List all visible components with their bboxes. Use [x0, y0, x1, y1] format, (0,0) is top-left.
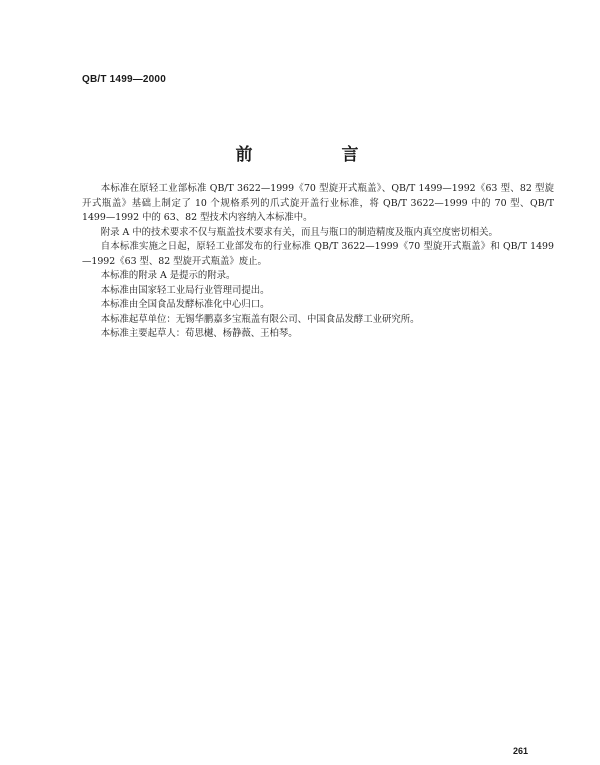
- paragraph: 附录 A 中的技术要求不仅与瓶盖技术要求有关，而且与瓶口的制造精度及瓶内真空度密切相关。: [100, 226, 498, 238]
- paragraph: 本标准主要起草人：荀思樾、杨静薇、王柏琴。: [100, 328, 298, 339]
- paragraph: 本标准的附录 A 是提示的附录。: [100, 270, 236, 281]
- paragraph: 自本标准实施之日起，原轻工业部发布的行业标准 QB/T 3622—1999《70 型旋开式瓶盖》和 QB/T 1499—1992《63 型、82 型旋开式瓶盖》废止。: [82, 241, 554, 267]
- paragraph: 本标准在原轻工业部标准 QB/T 3622—1999《70 型旋开式瓶盖》、QB/T 1499—1992《63 型、82 型旋开式瓶盖》基础上制定了 10 个规格系列的爪式旋开盖行业标准，将 QB/T 3622—1999 中的 70 型、QB/T 1499—1992 中的 63、82 型技术内容纳入本标准中。: [82, 183, 554, 223]
- page-title: 前 言: [235, 145, 395, 165]
- foreword-body: [82, 182, 554, 342]
- paragraph: 本标准由全国食品发酵标准化中心归口。: [100, 299, 270, 310]
- paragraph: 本标准起草单位：无锡华鹏嘉多宝瓶盖有限公司、中国食品发酵工业研究所。: [100, 313, 420, 325]
- page-number: 261: [513, 746, 529, 756]
- standard-code: QB/T 1499—2000: [82, 74, 166, 85]
- paragraph: 本标准由国家轻工业局行业管理司提出。: [100, 284, 270, 296]
